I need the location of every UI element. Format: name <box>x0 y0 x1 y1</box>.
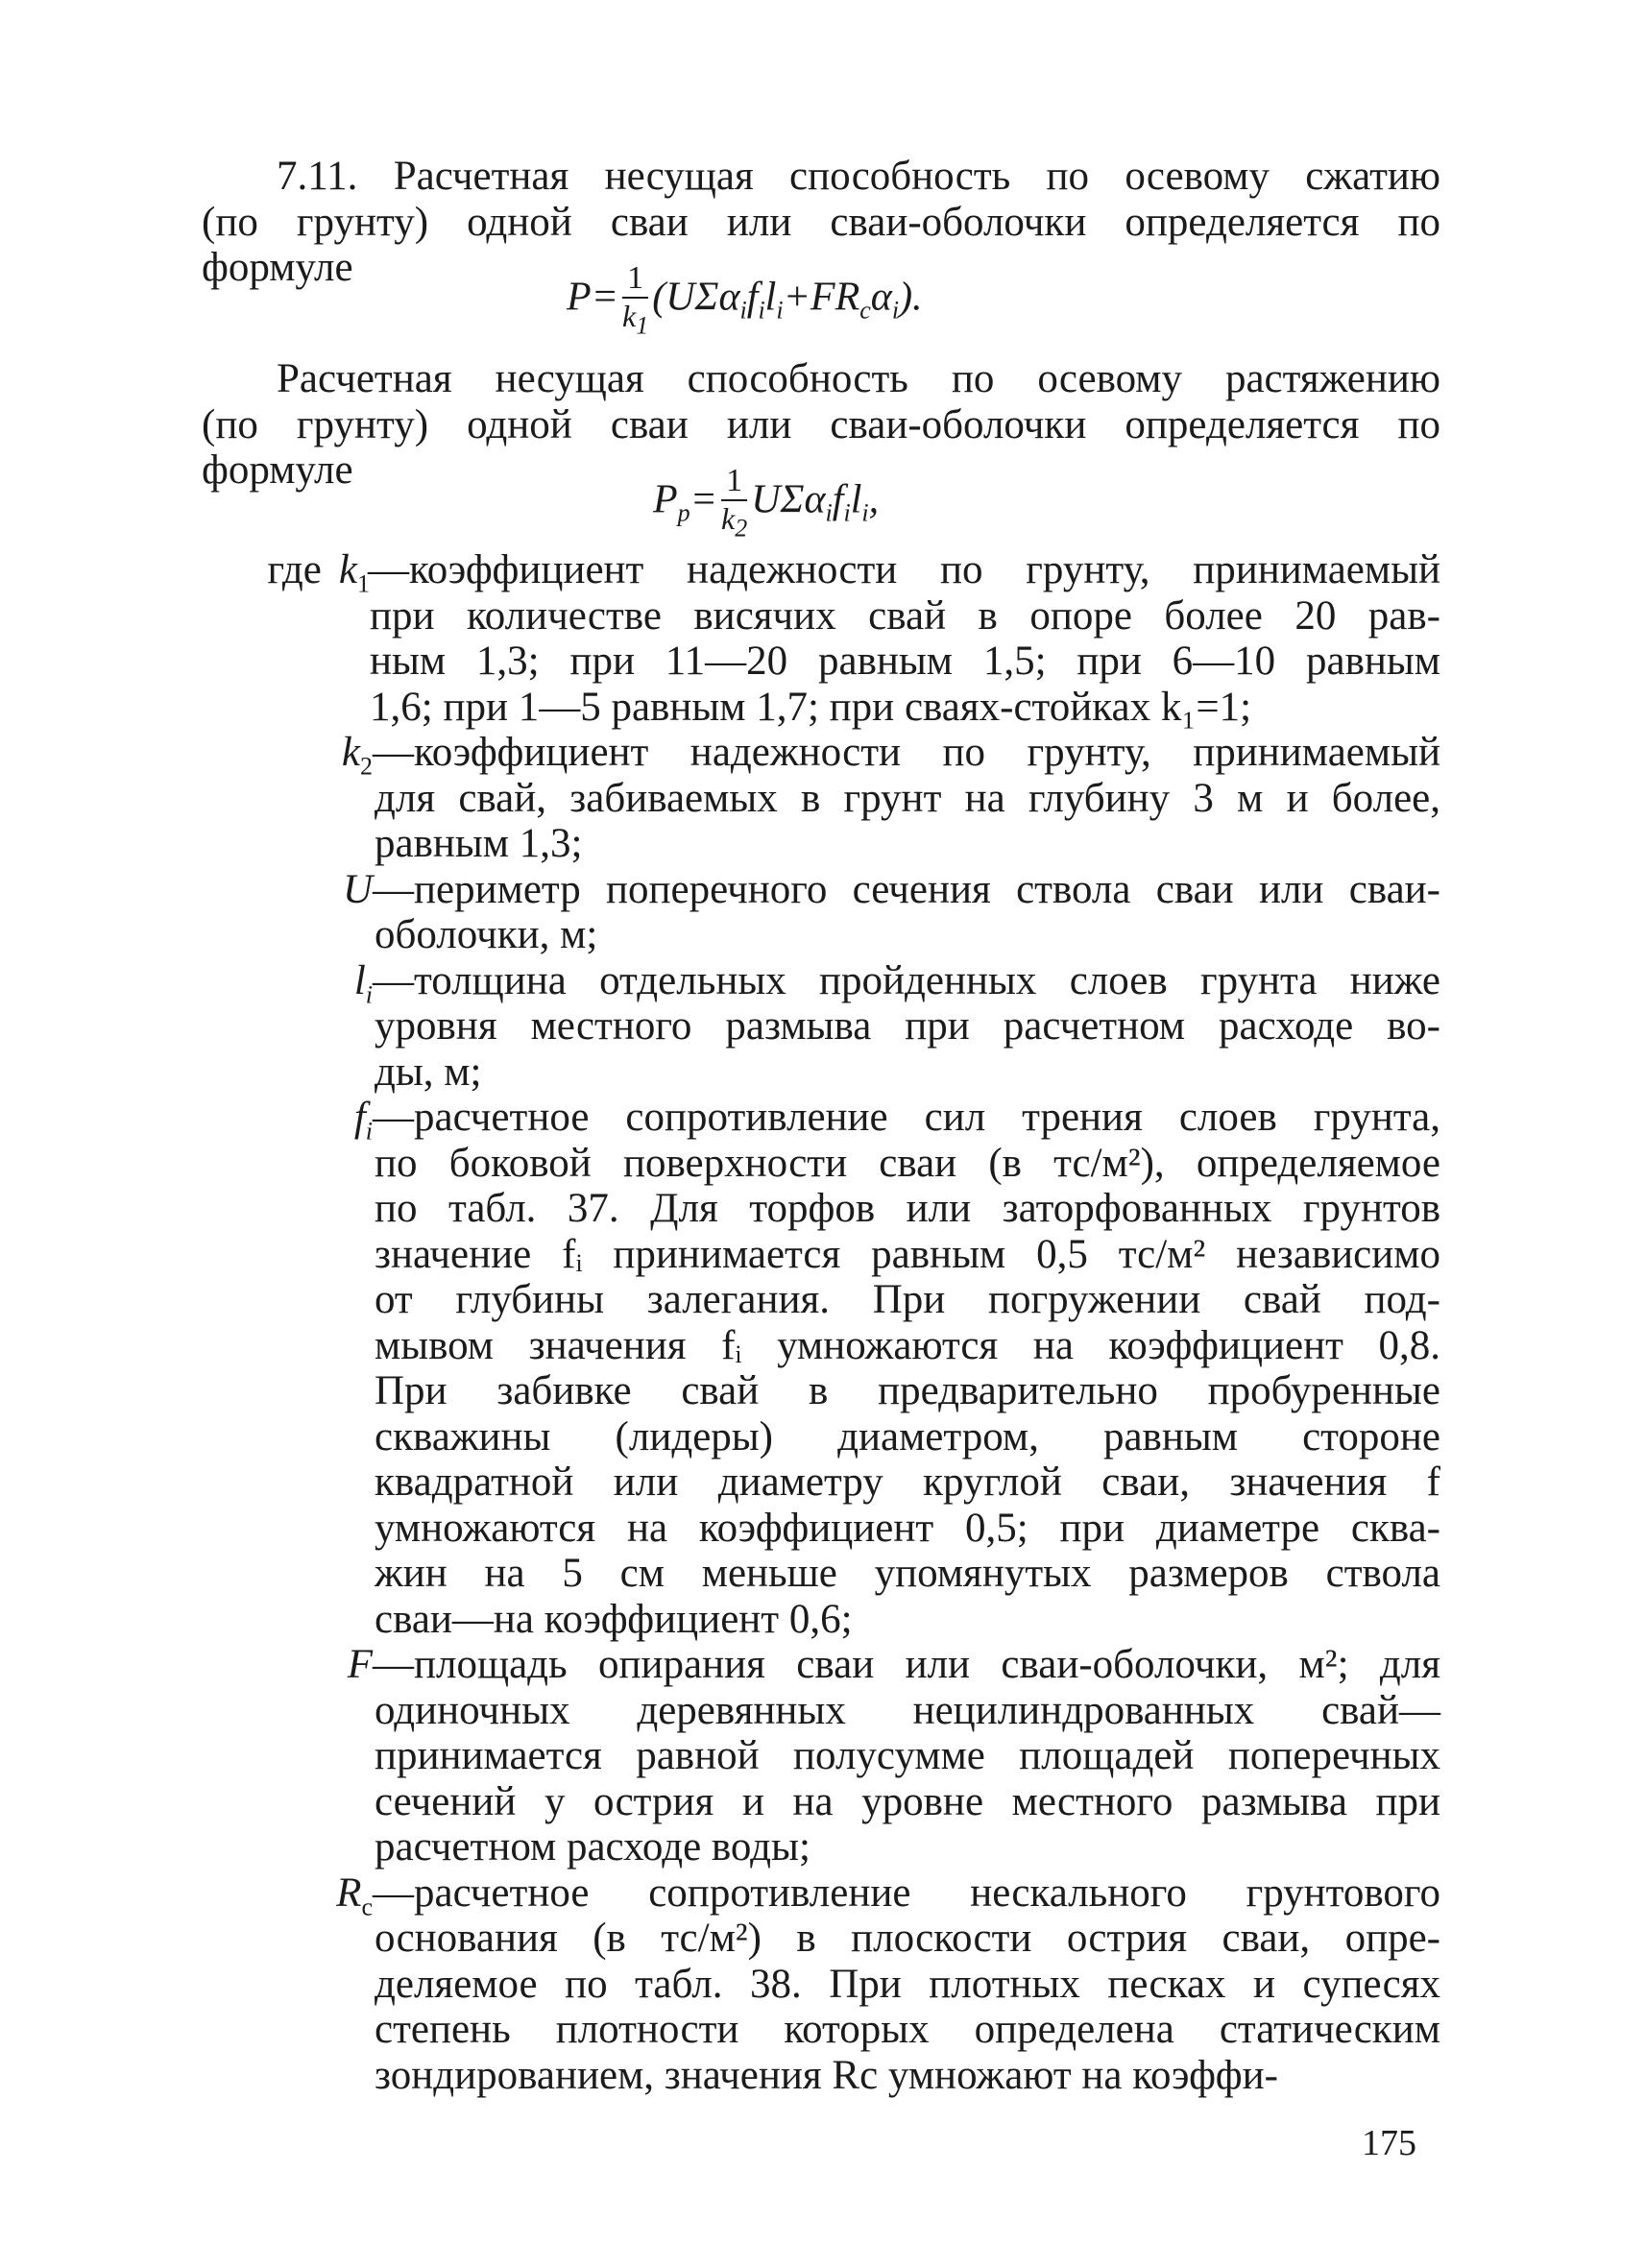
definition-line: от глубины залегания. При погружении свай под- <box>375 1277 1440 1322</box>
formula-1-fraction <box>622 262 648 338</box>
definition-symbol <box>202 1870 373 1930</box>
page-number: 175 <box>1362 2123 1416 2163</box>
formula-2-part: i <box>825 498 833 527</box>
definition-prefix: где <box>267 547 322 592</box>
definition-line: ным 1,3; при 11—20 равным 1,5; при 6—10 равным <box>370 639 1440 684</box>
definitions-list <box>202 547 1440 2098</box>
formula-1-body: (UΣα <box>652 275 740 320</box>
formula-2-numerator: 1 <box>721 465 747 501</box>
definition-item <box>202 1642 1440 1870</box>
definition-line: оболочки, м; <box>375 912 598 957</box>
formula-1-lhs: P <box>567 275 592 320</box>
formula-2-part: l <box>850 477 862 522</box>
document-page <box>202 154 1440 2098</box>
paragraph-1-line-2: (по грунту) одной сваи или сваи-оболочки определяется по <box>202 199 1440 245</box>
definition-line: умножаются на коэффициент 0,5; при диаметре сква- <box>375 1505 1440 1551</box>
formula-1-denominator-sub: 1 <box>636 311 649 340</box>
definition-symbol-letter: F <box>347 1642 373 1687</box>
definition-symbol <box>134 547 370 607</box>
definition-symbol <box>202 1642 373 1701</box>
formula-2-part: i <box>861 498 869 527</box>
definition-symbol-sub: c <box>361 1893 373 1921</box>
definition-line: квадратной или диаметру круглой сваи, значения f <box>375 1460 1440 1505</box>
definition-item <box>202 1870 1440 2099</box>
paragraph-1-line-1: 7.11. Расчетная несущая способность по осевому сжатию <box>277 154 1440 199</box>
formula-1-part: i <box>776 296 784 325</box>
definition-line: при количестве висячих свай в опоре более 20 рав- <box>370 592 1440 639</box>
definition-item <box>202 547 1440 730</box>
formula-2-denominator-sub: 2 <box>735 514 748 543</box>
definition-line: степень плотности которых определена статическим <box>375 2007 1440 2052</box>
definition-line: по боковой поверхности сваи (в тс/м²), определяемое <box>375 1140 1440 1186</box>
formula-2 <box>653 465 879 541</box>
definition-line: значение fᵢ принимается равным 0,5 тс/м² независимо <box>375 1231 1440 1277</box>
formula-1-lead-word: формуле <box>202 245 353 290</box>
definition-line: —периметр поперечного сечения ствола сваи или сваи- <box>373 866 1440 912</box>
definition-line: мывом значения fᵢ умножаются на коэффициент 0,8. <box>375 1322 1440 1368</box>
formula-1-denominator <box>622 299 648 338</box>
definition-line: для свай, забиваемых в грунт на глубину 3 м и более, <box>375 775 1440 821</box>
formula-1-part: i <box>758 296 765 325</box>
formula-1-numerator: 1 <box>622 262 648 299</box>
definition-line: расчетном расходе воды; <box>375 1824 810 1870</box>
definition-line: зондированием, значения Rс умножают на коэффи- <box>375 2052 1278 2098</box>
formula-1-part: α <box>870 275 892 320</box>
definition-line: одиночных деревянных нецилиндрованных свай— <box>375 1687 1440 1733</box>
definition-item <box>202 867 1440 958</box>
definition-symbol <box>202 958 373 1018</box>
formula-1-part: ). <box>899 275 923 320</box>
definition-line: по табл. 37. Для торфов или заторфованных грунтов <box>375 1186 1440 1231</box>
formula-2-denominator <box>721 501 747 541</box>
formula-2-part: f <box>832 477 844 522</box>
definition-symbol-letter: f <box>353 1095 366 1140</box>
formula-1-part: i <box>891 296 900 325</box>
definition-line: При забивке свай в предварительно пробуренные <box>375 1368 1440 1413</box>
definition-symbol <box>202 1095 373 1154</box>
formula-2-part: , <box>868 477 880 522</box>
definition-line: —толщина отдельных пройденных слоев грунта ниже <box>373 957 1440 1003</box>
formula-2-body: UΣα <box>751 477 826 522</box>
formula-1-denominator-symbol: k <box>622 299 637 333</box>
formula-2-lhs-sub: p <box>677 498 690 527</box>
formula-2-fraction <box>721 465 747 541</box>
definition-line: жин на 5 см меньше упомянутых размеров ствола <box>375 1551 1440 1596</box>
formula-2-lead-word: формуле <box>202 447 353 493</box>
formula-1-equals: = <box>591 275 618 320</box>
definition-line: ды, м; <box>375 1049 482 1095</box>
definition-symbol-sub: 1 <box>357 569 370 598</box>
definition-line: сваи—на коэффициент 0,6; <box>375 1596 853 1642</box>
definition-symbol-letter: l <box>353 957 366 1003</box>
definition-line: —расчетное сопротивление нескального грунтового <box>373 1870 1440 1916</box>
definition-item <box>202 958 1440 1096</box>
formula-2-lhs: P <box>653 477 678 522</box>
definition-line: 1,6; при 1—5 равным 1,7; при сваях-стойках k₁=1; <box>370 684 1252 730</box>
definition-item <box>202 1095 1440 1642</box>
formula-1-part: f <box>746 275 759 320</box>
definition-line: скважины (лидеры) диаметром, равным стороне <box>375 1413 1440 1460</box>
definition-line: основания (в тс/м²) в плоскости острия сваи, опре- <box>375 1916 1440 1961</box>
formula-1-row <box>202 245 1440 340</box>
formula-2-equals: = <box>689 477 717 522</box>
definition-symbol <box>202 730 373 789</box>
definition-line: равным 1,3; <box>375 821 583 866</box>
definition-symbol-sub: i <box>365 1117 373 1146</box>
formula-1-part: l <box>764 275 777 320</box>
formula-2-part: i <box>843 498 851 527</box>
definition-line: деляемое по табл. 38. При плотных песках и супесях <box>375 1961 1440 2007</box>
definition-line: —коэффициент надежности по грунту, принимаемый <box>373 730 1440 775</box>
formula-2-denominator-symbol: k <box>721 501 736 536</box>
definition-symbol-letter: U <box>342 866 373 912</box>
definition-line: принимается равной полусумме площадей поперечных <box>375 1733 1440 1778</box>
formula-1-part: +FR <box>783 275 860 320</box>
formula-1-part: i <box>739 296 747 325</box>
definition-line: —площадь опирания сваи или сваи-оболочки, м²; для <box>373 1642 1440 1687</box>
definition-symbol-letter: k <box>341 730 360 775</box>
definition-symbol-letter: k <box>338 547 357 592</box>
definition-symbol-letter: R <box>336 1870 362 1916</box>
definition-symbol-sub: 2 <box>360 752 373 781</box>
paragraph-2-line-2: (по грунту) одной сваи или сваи-оболочки определяется по <box>202 401 1440 447</box>
definition-symbol <box>202 867 373 927</box>
formula-1 <box>567 262 923 338</box>
formula-1-part: c <box>859 296 871 325</box>
definition-line: —расчетное сопротивление сил трения слоев грунта, <box>373 1095 1440 1140</box>
definition-line: —коэффициент надежности по грунту, принимаемый <box>368 547 1440 592</box>
definition-line: сечений у острия и на уровне местного размыва при <box>375 1778 1440 1824</box>
definition-item <box>202 730 1440 867</box>
definition-line: уровня местного размыва при расчетном расходе во- <box>375 1003 1440 1049</box>
definition-symbol-sub: i <box>365 980 373 1009</box>
paragraph-2-line-1: Расчетная несущая способность по осевому растяжению <box>277 356 1440 401</box>
formula-2-row <box>202 447 1440 543</box>
